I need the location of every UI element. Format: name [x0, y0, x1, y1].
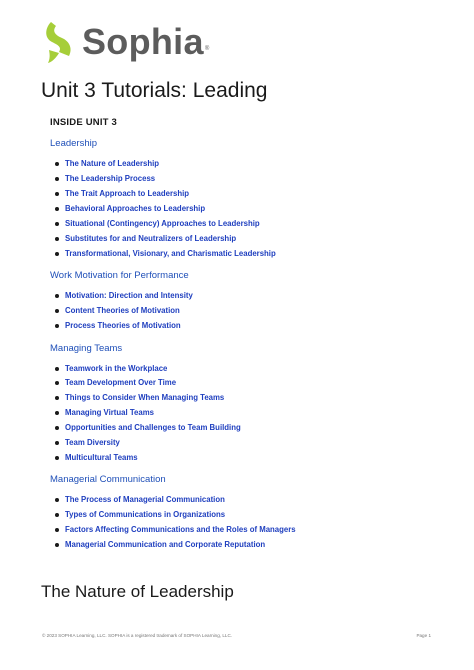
- toc-link[interactable]: [55, 438, 120, 448]
- bullet-icon: [55, 192, 59, 196]
- sophia-wordmark: Sophia: [82, 21, 204, 62]
- registered-mark: ®: [204, 46, 210, 52]
- toc-link[interactable]: [55, 189, 189, 199]
- toc-link-label[interactable]: The Nature of Leadership: [65, 159, 160, 168]
- toc-link[interactable]: [55, 291, 193, 301]
- toc-link-label[interactable]: Behavioral Approaches to Leadership: [65, 204, 206, 213]
- toc-link-label[interactable]: Substitutes for and Neutralizers of Leadership: [65, 234, 237, 243]
- toc-link[interactable]: [55, 174, 155, 184]
- toc-link[interactable]: [55, 423, 241, 433]
- bullet-icon: [55, 513, 59, 517]
- toc-link[interactable]: [55, 234, 236, 244]
- toc-link-label[interactable]: Things to Consider When Managing Teams: [65, 393, 225, 402]
- toc-link[interactable]: [55, 219, 260, 229]
- toc-link[interactable]: [55, 393, 224, 403]
- toc-link-label[interactable]: Opportunities and Challenges to Team Building: [65, 423, 241, 432]
- bullet-icon: [55, 381, 59, 385]
- toc-link-label[interactable]: Transformational, Visionary, and Charismatic Leadership: [65, 249, 276, 258]
- bullet-icon: [55, 309, 59, 313]
- inside-unit-label: INSIDE UNIT 3: [50, 117, 117, 128]
- toc-link-label[interactable]: The Leadership Process: [65, 174, 156, 183]
- toc-link-label[interactable]: Team Diversity: [65, 438, 120, 447]
- section-heading-managerial-communication: Managerial Communication: [50, 474, 166, 485]
- bullet-icon: [55, 543, 59, 547]
- section-heading-leadership: Leadership: [50, 138, 98, 149]
- bullet-icon: [55, 252, 59, 256]
- toc-link[interactable]: [55, 525, 296, 535]
- bullet-icon: [55, 528, 59, 532]
- page-number: Page 1: [416, 633, 431, 638]
- bullet-icon: [55, 177, 59, 181]
- bullet-icon: [55, 411, 59, 415]
- bullet-icon: [55, 441, 59, 445]
- toc-link-label[interactable]: Teamwork in the Workplace: [65, 364, 168, 373]
- bullet-icon: [55, 237, 59, 241]
- bullet-icon: [55, 207, 59, 211]
- bullet-icon: [55, 396, 59, 400]
- toc-link[interactable]: [55, 204, 205, 214]
- toc-link[interactable]: [55, 510, 225, 520]
- toc-link-label[interactable]: Multicultural Teams: [65, 453, 138, 462]
- toc-link[interactable]: [55, 408, 154, 418]
- toc-link[interactable]: [55, 453, 138, 463]
- section-heading-work-motivation: Work Motivation for Performance: [50, 270, 189, 281]
- toc-link[interactable]: [55, 378, 176, 388]
- bullet-icon: [55, 367, 59, 371]
- bullet-icon: [55, 294, 59, 298]
- toc-link[interactable]: [55, 306, 180, 316]
- bullet-icon: [55, 426, 59, 430]
- page-title: Unit 3 Tutorials: Leading: [41, 79, 268, 102]
- bullet-icon: [55, 222, 59, 226]
- toc-link[interactable]: [55, 495, 225, 505]
- toc-link[interactable]: [55, 364, 167, 374]
- toc-link[interactable]: [55, 159, 159, 169]
- sophia-logo: [42, 20, 209, 64]
- toc-link-label[interactable]: Process Theories of Motivation: [65, 321, 181, 330]
- footer-copyright: © 2023 SOPHIA Learning, LLC. SOPHIA is a registered trademark of SOPHIA Learning, LLC.: [42, 633, 233, 638]
- toc-link-label[interactable]: The Process of Managerial Communication: [65, 495, 225, 504]
- section-title: The Nature of Leadership: [41, 582, 234, 601]
- toc-link-label[interactable]: Situational (Contingency) Approaches to Leadership: [65, 219, 260, 228]
- section-heading-managing-teams: Managing Teams: [50, 343, 123, 354]
- bullet-icon: [55, 456, 59, 460]
- toc-link[interactable]: [55, 321, 181, 331]
- toc-link-label[interactable]: Factors Affecting Communications and the Roles of Managers: [65, 525, 296, 534]
- sophia-leaf-icon: [42, 20, 76, 64]
- toc-link-label[interactable]: Team Development Over Time: [65, 378, 177, 387]
- toc-link-label[interactable]: Managing Virtual Teams: [65, 408, 154, 417]
- toc-link[interactable]: [55, 249, 276, 259]
- toc-link-label[interactable]: Managerial Communication and Corporate Reputation: [65, 540, 266, 549]
- toc-link[interactable]: [55, 540, 265, 550]
- bullet-icon: [55, 324, 59, 328]
- bullet-icon: [55, 498, 59, 502]
- toc-link-label[interactable]: Types of Communications in Organizations: [65, 510, 226, 519]
- bullet-icon: [55, 162, 59, 166]
- toc-link-label[interactable]: Motivation: Direction and Intensity: [65, 291, 193, 300]
- toc-link-label[interactable]: Content Theories of Motivation: [65, 306, 180, 315]
- toc-link-label[interactable]: The Trait Approach to Leadership: [65, 189, 190, 198]
